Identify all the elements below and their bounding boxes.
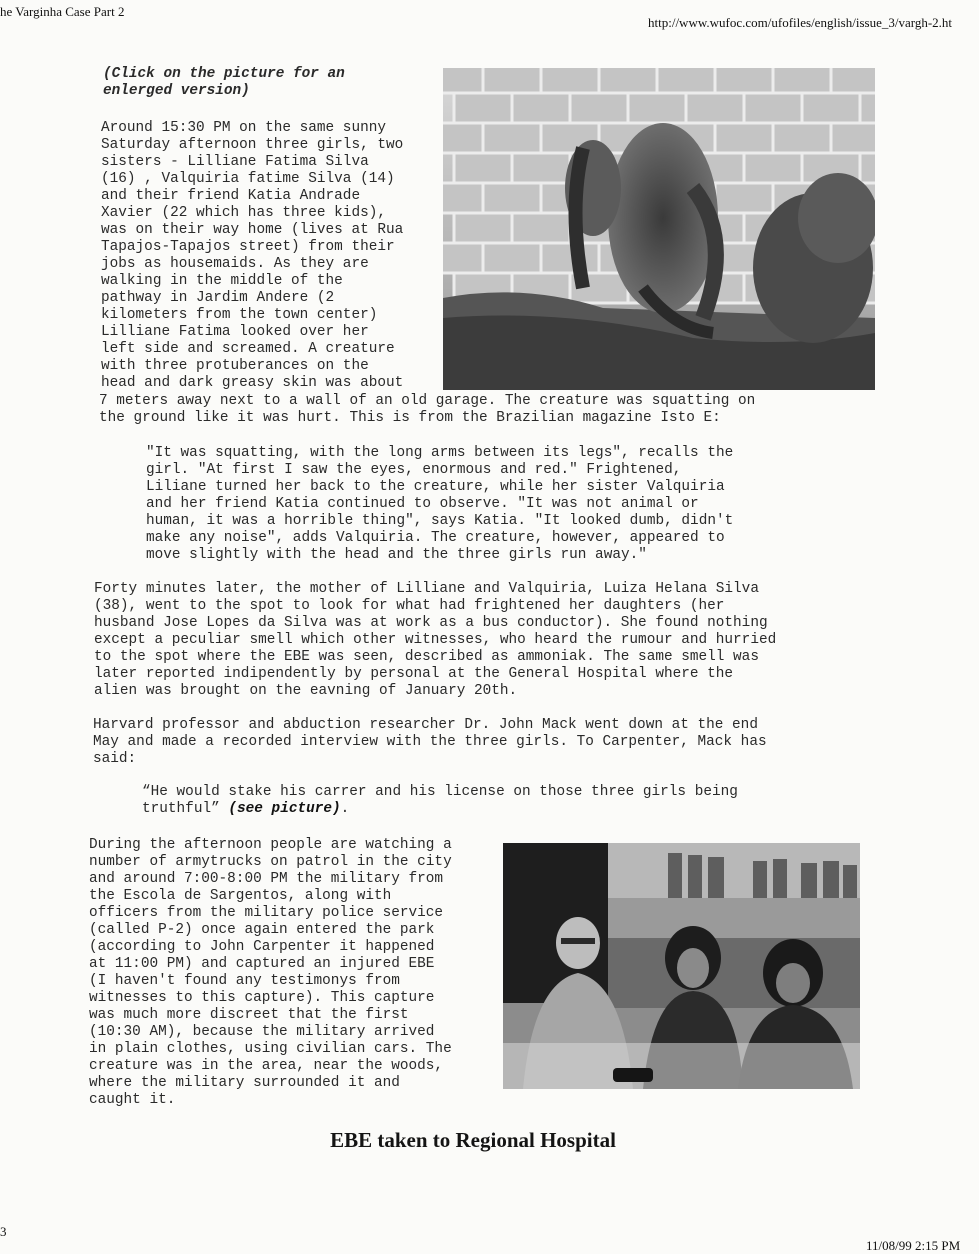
text-line: (38), went to the spot to look for what had frightened her daughters (her xyxy=(94,598,725,614)
brick xyxy=(802,93,860,123)
paragraph-mother xyxy=(94,581,894,700)
brick xyxy=(860,93,875,123)
text-line: girl. "At first I saw the eyes, enormous and red." Frightened, xyxy=(146,462,682,478)
text-line: Tapajos-Tapajos street) from their xyxy=(101,239,395,255)
brick xyxy=(744,153,802,183)
print-datetime: 11/08/99 2:15 PM xyxy=(866,1238,961,1253)
text-line: creature was in the area, near the woods, xyxy=(89,1058,444,1074)
brick xyxy=(541,243,599,273)
text-line: was much more discreet that the first xyxy=(89,1007,409,1023)
text-line: make any noise", adds Valquiria. The creature, however, appeared to xyxy=(146,530,725,546)
brick xyxy=(686,93,744,123)
page-url: http://www.wufoc.com/ufofiles/english/issue_3/vargh-2.ht xyxy=(648,15,953,30)
interview-photo[interactable] xyxy=(503,843,860,1089)
see-picture-link[interactable]: (see picture) xyxy=(228,801,341,817)
brick xyxy=(454,153,512,183)
text-line: Saturday afternoon three girls, two xyxy=(101,137,404,153)
brick xyxy=(483,243,541,273)
brick xyxy=(628,93,686,123)
text-line: the ground like it was hurt. This is from the Brazilian magazine Isto E: xyxy=(99,410,721,426)
text-line: at 11:00 PM) and captured an injured EBE xyxy=(89,956,435,972)
text-line: Forty minutes later, the mother of Lilliane and Valquiria, Luiza Helana Silva xyxy=(94,581,759,597)
text-line: (called P-2) once again entered the park xyxy=(89,922,435,938)
text-line: caught it. xyxy=(89,1092,176,1108)
text-line: left side and screamed. A creature xyxy=(101,341,395,357)
text-line: (10:30 AM), because the military arrived xyxy=(89,1024,435,1040)
paragraph-encounter xyxy=(101,120,446,392)
text-line: officers from the military police service xyxy=(89,905,444,921)
text-line: and her friend Katia continued to observe. "It was not animal or xyxy=(146,496,699,512)
brick xyxy=(443,243,483,273)
brick xyxy=(454,93,512,123)
paragraph-capture xyxy=(89,837,509,1109)
click-picture-caption[interactable]: (Click on the picture for an enlerged version) xyxy=(103,66,345,99)
brick xyxy=(443,68,483,93)
brick xyxy=(483,68,541,93)
brick xyxy=(483,123,541,153)
brick xyxy=(744,93,802,123)
brick xyxy=(541,68,599,93)
brick xyxy=(831,68,875,93)
brick xyxy=(860,153,875,183)
brick xyxy=(570,93,628,123)
text-line: except a peculiar smell which other witnesses, who heard the rumour and hurried xyxy=(94,632,777,648)
text-line: in plain clothes, using civilian cars. The xyxy=(89,1041,452,1057)
brick xyxy=(657,68,715,93)
text-line: where the military surrounded it and xyxy=(89,1075,400,1091)
brick xyxy=(715,68,773,93)
paragraph-encounter-cont xyxy=(99,393,859,427)
text-line: human, it was a horrible thing", says Katia. "It looked dumb, didn't xyxy=(146,513,734,529)
brick xyxy=(715,183,773,213)
text-line: with three protuberances on the xyxy=(101,358,369,374)
text-line: kilometers from the town center) xyxy=(101,307,378,323)
brick xyxy=(443,123,483,153)
text-line: May and made a recorded interview with the three girls. To Carpenter, Mack has xyxy=(93,734,767,750)
text-line: husband Jose Lopes da Silva was at work as a bus conductor). She found nothing xyxy=(94,615,768,631)
quote-mack: “He would stake his carrer and his license on those three girls being truthful” (see picture). xyxy=(142,784,738,817)
text-line: Harvard professor and abduction researcher Dr. John Mack went down at the end xyxy=(93,717,758,733)
text-line: to the spot where the EBE was seen, described as ammoniak. The same smell was xyxy=(94,649,759,665)
brick xyxy=(483,183,541,213)
quote-isto-e xyxy=(146,445,846,564)
text-line: (16) , Valquiria fatime Silva (14) xyxy=(101,171,395,187)
text-line: head and dark greasy skin was about xyxy=(101,375,404,391)
text-line: number of armytrucks on patrol in the city xyxy=(89,854,452,870)
text-line: alien was brought on the eavning of January 20th. xyxy=(94,683,518,699)
text-line: and around 7:00-8:00 PM the military from xyxy=(89,871,444,887)
document-title: he Varginha Case Part 2 xyxy=(0,4,125,19)
text-line: Around 15:30 PM on the same sunny xyxy=(101,120,386,136)
text-line: witnesses to this capture). This capture xyxy=(89,990,435,1006)
brick xyxy=(512,153,570,183)
text-line: Liliane turned her back to the creature, while her sister Valquiria xyxy=(146,479,725,495)
page-number: 3 xyxy=(0,1224,7,1239)
brick xyxy=(773,68,831,93)
brick xyxy=(443,183,483,213)
text-line: Lilliane Fatima looked over her xyxy=(101,324,369,340)
brick xyxy=(599,68,657,93)
text-line: sisters - Lilliane Fatima Silva xyxy=(101,154,369,170)
text-line: the Escola de Sargentos, along with xyxy=(89,888,392,904)
text-line: was on their way home (lives at Rua xyxy=(101,222,404,238)
text-line: move slightly with the head and the three girls run away." xyxy=(146,547,647,563)
paragraph-mack xyxy=(93,717,893,768)
text-line: pathway in Jardim Andere (2 xyxy=(101,290,335,306)
text-line: jobs as housemaids. As they are xyxy=(101,256,369,272)
brick xyxy=(512,93,570,123)
text-line: said: xyxy=(93,751,137,767)
text-line: later reported indipendently by personal at the General Hospital where the xyxy=(94,666,734,682)
text-line: Xavier (22 which has three kids), xyxy=(101,205,386,221)
brick xyxy=(512,213,570,243)
brick xyxy=(773,123,831,153)
creature-sketch-photo[interactable] xyxy=(443,68,875,390)
text-line: walking in the middle of the xyxy=(101,273,343,289)
text-line: During the afternoon people are watching a xyxy=(89,837,452,853)
text-line: "It was squatting, with the long arms between its legs", recalls the xyxy=(146,445,734,461)
text-line: and their friend Katia Andrade xyxy=(101,188,361,204)
brick xyxy=(831,123,875,153)
section-heading: EBE taken to Regional Hospital xyxy=(330,1128,616,1152)
text-line: (according to John Carpenter it happened xyxy=(89,939,435,955)
text-line: 7 meters away next to a wall of an old garage. The creature was squatting on xyxy=(99,393,756,409)
brick xyxy=(454,213,512,243)
text-line: (I haven't found any testimonys from xyxy=(89,973,400,989)
brick xyxy=(715,123,773,153)
